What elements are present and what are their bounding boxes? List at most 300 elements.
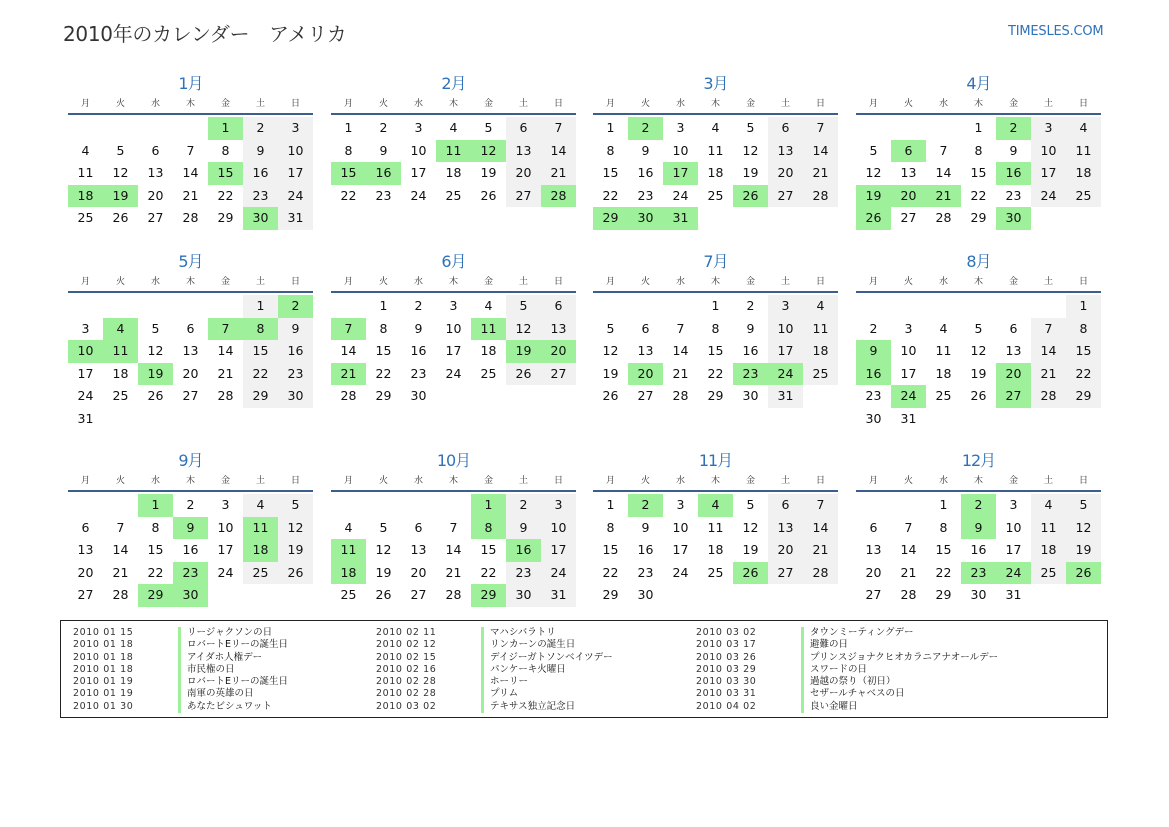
day-cell: 6 (186, 320, 195, 336)
weekday-label: 金 (483, 277, 493, 287)
day-cell: 14 (182, 165, 199, 180)
empty-cell (68, 494, 103, 517)
header-rule (68, 291, 313, 293)
day-cell: 4 (81, 142, 90, 158)
day-cell: 27 (182, 388, 199, 403)
day-cell: 3 (81, 320, 90, 336)
day-cell: 25 (1031, 562, 1066, 585)
day-cell: 12 (742, 142, 759, 158)
weekday-header (68, 96, 313, 112)
weekday-label: 日 (553, 99, 563, 109)
day-cell: 6 (414, 519, 423, 535)
day-cell: 11 (803, 318, 838, 341)
day-cell: 21 (900, 564, 917, 580)
holiday-entry (684, 652, 998, 664)
day-cell: 7 (331, 318, 366, 341)
day-cell: 3 (904, 320, 913, 336)
empty-cell (208, 584, 243, 607)
day-cell: 22 (602, 187, 619, 203)
week-row (593, 584, 838, 607)
day-cell: 24 (217, 564, 234, 580)
day-cell: 31 (768, 385, 803, 408)
weekday-label: 月 (868, 476, 878, 486)
day-cell: 19 (138, 363, 173, 386)
empty-cell (698, 207, 733, 230)
empty-cell (103, 117, 138, 140)
holiday-date: 2010 01 18 (73, 663, 134, 675)
day-cell: 24 (996, 562, 1031, 585)
day-cell: 10 (768, 318, 803, 341)
day-cell: 12 (865, 165, 882, 180)
day-cell: 15 (935, 542, 952, 557)
day-cell: 4 (1066, 117, 1101, 140)
empty-cell (1031, 584, 1066, 607)
day-cell: 26 (733, 185, 768, 208)
day-cell: 13 (900, 165, 917, 180)
day-cell: 19 (375, 564, 392, 580)
empty-cell (471, 385, 506, 408)
header-rule (593, 113, 838, 115)
empty-cell (856, 295, 891, 318)
day-cell: 7 (803, 117, 838, 140)
holiday-entry (364, 688, 613, 700)
day-cell: 24 (278, 185, 313, 208)
empty-cell (996, 408, 1031, 431)
empty-cell (1031, 207, 1066, 230)
day-cell: 17 (900, 365, 917, 381)
holiday-entry (364, 627, 613, 639)
empty-cell (1066, 408, 1101, 431)
day-cell: 22 (1066, 363, 1101, 386)
empty-cell (926, 408, 961, 431)
month-9 (68, 449, 313, 607)
day-cell: 2 (746, 298, 755, 313)
day-cell: 22 (707, 365, 724, 381)
day-cell: 14 (541, 140, 576, 163)
day-cell: 4 (711, 120, 720, 135)
day-cell: 5 (151, 320, 160, 336)
day-cell: 25 (445, 187, 462, 203)
weekday-label: 火 (115, 99, 125, 109)
day-cell: 30 (410, 388, 427, 403)
day-cell: 17 (278, 162, 313, 185)
day-cell: 26 (970, 388, 987, 403)
day-cell: 12 (506, 318, 541, 341)
holiday-date: 2010 03 29 (696, 663, 757, 675)
empty-cell (103, 295, 138, 318)
week-row (856, 185, 1101, 208)
day-cell: 11 (77, 165, 94, 180)
month-name: 9月 (178, 451, 203, 470)
day-cell: 5 (746, 120, 755, 135)
day-cell: 24 (768, 363, 803, 386)
empty-cell (436, 494, 471, 517)
day-cell: 26 (506, 363, 541, 386)
day-cell: 28 (217, 388, 234, 403)
day-cell: 22 (970, 187, 987, 203)
holiday-name: デイジーガトソンベイツデー (481, 652, 613, 664)
day-cell: 16 (182, 542, 199, 557)
day-cell: 1 (974, 120, 983, 135)
day-cell: 28 (672, 388, 689, 403)
day-cell: 23 (375, 187, 392, 203)
weekday-label: 月 (605, 277, 615, 287)
day-cell: 21 (217, 365, 234, 381)
month-11 (593, 449, 838, 607)
day-cell: 29 (935, 587, 952, 602)
day-cell: 6 (768, 494, 803, 517)
weekday-label: 金 (1008, 99, 1018, 109)
day-cell: 26 (1066, 562, 1101, 585)
day-cell: 29 (217, 210, 234, 225)
holiday-name: パンケーキ火曜日 (481, 664, 566, 676)
holiday-date: 2010 01 30 (73, 700, 134, 712)
empty-cell (331, 295, 366, 318)
empty-cell (926, 295, 961, 318)
day-cell: 16 (278, 340, 313, 363)
holiday-entry (61, 701, 288, 713)
weekday-label: 日 (1078, 277, 1088, 287)
holiday-name: 過越の祭り（初日） (801, 676, 896, 688)
day-cell: 1 (711, 298, 720, 313)
day-cell: 11 (103, 340, 138, 363)
day-cell: 25 (707, 187, 724, 203)
day-cell: 20 (182, 365, 199, 381)
day-cell: 28 (1031, 385, 1066, 408)
day-cell: 24 (77, 388, 94, 403)
day-cell: 2 (628, 117, 663, 140)
week-row (856, 162, 1101, 185)
day-cell: 10 (410, 142, 427, 158)
weekday-header (856, 274, 1101, 290)
day-cell: 10 (672, 519, 689, 535)
weekday-label: 水 (675, 99, 685, 109)
week-row (593, 207, 838, 230)
day-cell: 1 (344, 120, 353, 135)
week-row (593, 140, 838, 163)
holiday-entry (364, 652, 613, 664)
day-cell: 8 (1066, 318, 1101, 341)
day-cell: 12 (147, 343, 164, 358)
holiday-date: 2010 04 02 (696, 700, 757, 712)
day-cell: 11 (1031, 517, 1066, 540)
week-row (68, 295, 313, 318)
weekday-label: 金 (1008, 476, 1018, 486)
empty-cell (103, 494, 138, 517)
day-cell: 18 (331, 562, 366, 585)
day-cell: 7 (1031, 318, 1066, 341)
day-cell: 4 (698, 494, 733, 517)
day-cell: 28 (182, 210, 199, 225)
holiday-date: 2010 03 31 (696, 688, 757, 700)
day-cell: 6 (869, 519, 878, 535)
day-cell: 14 (217, 343, 234, 358)
day-cell: 29 (471, 584, 506, 607)
day-cell: 24 (891, 385, 926, 408)
weekday-label: 日 (1078, 99, 1088, 109)
holiday-date: 2010 02 28 (376, 688, 437, 700)
day-cell: 29 (707, 388, 724, 403)
empty-cell (138, 117, 173, 140)
weekday-header (856, 473, 1101, 489)
day-cell: 5 (1066, 494, 1101, 517)
empty-cell (663, 584, 698, 607)
day-cell: 3 (676, 497, 685, 512)
weekday-label: 水 (150, 476, 160, 486)
week-row (856, 517, 1101, 540)
day-cell: 30 (628, 207, 663, 230)
empty-cell (803, 584, 838, 607)
weekday-header (68, 274, 313, 290)
day-cell: 15 (602, 542, 619, 557)
day-cell: 22 (147, 564, 164, 580)
day-cell: 1 (1066, 295, 1101, 318)
day-cell: 30 (278, 385, 313, 408)
day-cell: 5 (379, 519, 388, 535)
empty-cell (1066, 584, 1101, 607)
day-cell: 30 (996, 207, 1031, 230)
empty-cell (1066, 207, 1101, 230)
holiday-entry (364, 676, 613, 688)
day-cell: 28 (900, 587, 917, 602)
holiday-date: 2010 01 18 (73, 639, 134, 651)
day-cell: 11 (935, 343, 952, 358)
day-cell: 8 (939, 519, 948, 535)
day-cell: 12 (112, 165, 129, 180)
day-cell: 21 (1031, 363, 1066, 386)
day-cell: 20 (891, 185, 926, 208)
header-rule (856, 291, 1101, 293)
day-cell: 27 (77, 587, 94, 602)
day-cell: 9 (746, 320, 755, 336)
holiday-column (364, 627, 613, 713)
holiday-date: 2010 02 15 (376, 651, 437, 663)
day-cell: 9 (173, 517, 208, 540)
day-cell: 19 (1066, 539, 1101, 562)
weekday-label: 木 (448, 277, 458, 287)
day-cell: 13 (768, 140, 803, 163)
day-cell: 20 (147, 187, 164, 203)
month-name: 3月 (703, 74, 728, 93)
day-cell: 15 (970, 165, 987, 180)
holiday-name: プリンスジョナクヒオカラニアナオールデー (801, 652, 998, 664)
day-cell: 25 (1066, 185, 1101, 208)
day-cell: 28 (340, 388, 357, 403)
day-cell: 23 (173, 562, 208, 585)
day-cell: 17 (445, 343, 462, 358)
day-cell: 11 (707, 142, 724, 158)
weekday-label: 日 (815, 99, 825, 109)
day-cell: 9 (856, 340, 891, 363)
empty-cell (436, 385, 471, 408)
empty-cell (173, 117, 208, 140)
holiday-entry (61, 652, 288, 664)
week-row (331, 162, 576, 185)
weekday-label: 木 (973, 476, 983, 486)
empty-cell (926, 117, 961, 140)
weekday-label: 金 (220, 476, 230, 486)
week-row (68, 562, 313, 585)
weekday-label: 土 (518, 99, 528, 109)
week-row (856, 408, 1101, 431)
empty-cell (768, 584, 803, 607)
holiday-entry (364, 701, 613, 713)
day-cell: 26 (278, 562, 313, 585)
weekday-label: 土 (255, 277, 265, 287)
day-cell: 11 (331, 539, 366, 562)
week-row (856, 207, 1101, 230)
day-cell: 7 (116, 519, 125, 535)
week-row (856, 539, 1101, 562)
weekday-header (331, 274, 576, 290)
day-cell: 2 (186, 497, 195, 512)
page-title: 2010年のカレンダー アメリカ (63, 22, 347, 46)
holiday-date: 2010 01 15 (73, 627, 134, 638)
week-row (68, 517, 313, 540)
weekday-label: 金 (1008, 277, 1018, 287)
week-row (68, 584, 313, 607)
day-cell: 1 (208, 117, 243, 140)
month-name: 2月 (441, 74, 466, 93)
day-cell: 4 (1031, 494, 1066, 517)
weekday-label: 日 (815, 277, 825, 287)
day-cell: 11 (1066, 140, 1101, 163)
day-cell: 14 (672, 343, 689, 358)
empty-cell (768, 207, 803, 230)
weekday-label: 金 (745, 277, 755, 287)
day-cell: 10 (1031, 140, 1066, 163)
weekday-label: 日 (1078, 476, 1088, 486)
weekday-label: 水 (150, 99, 160, 109)
weekday-label: 日 (290, 99, 300, 109)
weekday-label: 月 (80, 277, 90, 287)
week-row (331, 318, 576, 341)
holiday-entry (61, 664, 288, 676)
day-cell: 6 (541, 295, 576, 318)
empty-cell (68, 295, 103, 318)
week-row (68, 117, 313, 140)
holiday-entry (684, 639, 998, 651)
day-cell: 5 (974, 320, 983, 336)
day-cell: 21 (182, 187, 199, 203)
weekday-label: 火 (115, 277, 125, 287)
day-cell: 29 (602, 587, 619, 602)
day-cell: 27 (637, 388, 654, 403)
weekday-label: 金 (220, 277, 230, 287)
weekday-label: 日 (815, 476, 825, 486)
weekday-label: 水 (938, 99, 948, 109)
weekday-label: 土 (518, 277, 528, 287)
day-cell: 10 (672, 142, 689, 158)
day-cell: 4 (484, 298, 493, 313)
day-cell: 25 (340, 587, 357, 602)
day-cell: 24 (672, 564, 689, 580)
day-cell: 5 (278, 494, 313, 517)
holiday-entry (684, 664, 998, 676)
empty-cell (366, 494, 401, 517)
day-cell: 17 (1031, 162, 1066, 185)
month-name: 7月 (703, 252, 728, 271)
day-cell: 13 (768, 517, 803, 540)
empty-cell (401, 494, 436, 517)
header-rule (331, 291, 576, 293)
empty-cell (996, 295, 1031, 318)
day-cell: 20 (768, 539, 803, 562)
day-cell: 23 (637, 187, 654, 203)
day-cell: 31 (663, 207, 698, 230)
holiday-name: ロバートEリーの誕生日 (178, 639, 288, 651)
day-cell: 17 (1005, 542, 1022, 557)
day-cell: 15 (375, 343, 392, 358)
day-cell: 25 (480, 365, 497, 381)
day-cell: 14 (112, 542, 129, 557)
weekday-label: 月 (80, 476, 90, 486)
day-cell: 17 (217, 542, 234, 557)
week-row (593, 185, 838, 208)
day-cell: 20 (506, 162, 541, 185)
empty-cell (68, 117, 103, 140)
weekday-label: 土 (255, 476, 265, 486)
week-row (68, 207, 313, 230)
weekday-label: 火 (903, 99, 913, 109)
weekday-header (593, 96, 838, 112)
week-row (856, 340, 1101, 363)
day-cell: 5 (484, 120, 493, 135)
week-row (68, 408, 313, 431)
day-cell: 13 (77, 542, 94, 557)
holiday-entry (684, 676, 998, 688)
week-row (856, 117, 1101, 140)
day-cell: 20 (77, 564, 94, 580)
day-cell: 25 (112, 388, 129, 403)
day-cell: 23 (506, 562, 541, 585)
day-cell: 30 (742, 388, 759, 403)
day-cell: 23 (961, 562, 996, 585)
holiday-date: 2010 03 26 (696, 651, 757, 663)
day-cell: 13 (637, 343, 654, 358)
weekday-label: 水 (938, 476, 948, 486)
holiday-name: スワードの日 (801, 664, 867, 676)
brand-link[interactable]: TIMESLES.COM (1008, 24, 1104, 39)
empty-cell (541, 385, 576, 408)
day-cell: 2 (243, 117, 278, 140)
empty-cell (278, 408, 313, 431)
day-cell: 3 (278, 117, 313, 140)
day-cell: 21 (803, 162, 838, 185)
header-rule (593, 291, 838, 293)
empty-cell (628, 295, 663, 318)
day-cell: 27 (768, 185, 803, 208)
day-cell: 5 (869, 142, 878, 158)
week-row (593, 318, 838, 341)
holiday-date: 2010 03 17 (696, 639, 757, 651)
day-cell: 4 (103, 318, 138, 341)
day-cell: 9 (414, 320, 423, 336)
day-cell: 18 (707, 165, 724, 180)
weekday-label: 火 (640, 277, 650, 287)
week-row (331, 363, 576, 386)
day-cell: 28 (803, 562, 838, 585)
month-name: 5月 (178, 252, 203, 271)
day-cell: 15 (480, 542, 497, 557)
day-cell: 14 (445, 542, 462, 557)
weekday-label: 月 (605, 99, 615, 109)
month-2 (331, 72, 576, 207)
weekday-label: 月 (343, 476, 353, 486)
empty-cell (208, 408, 243, 431)
day-cell: 28 (112, 587, 129, 602)
weekday-label: 日 (290, 476, 300, 486)
